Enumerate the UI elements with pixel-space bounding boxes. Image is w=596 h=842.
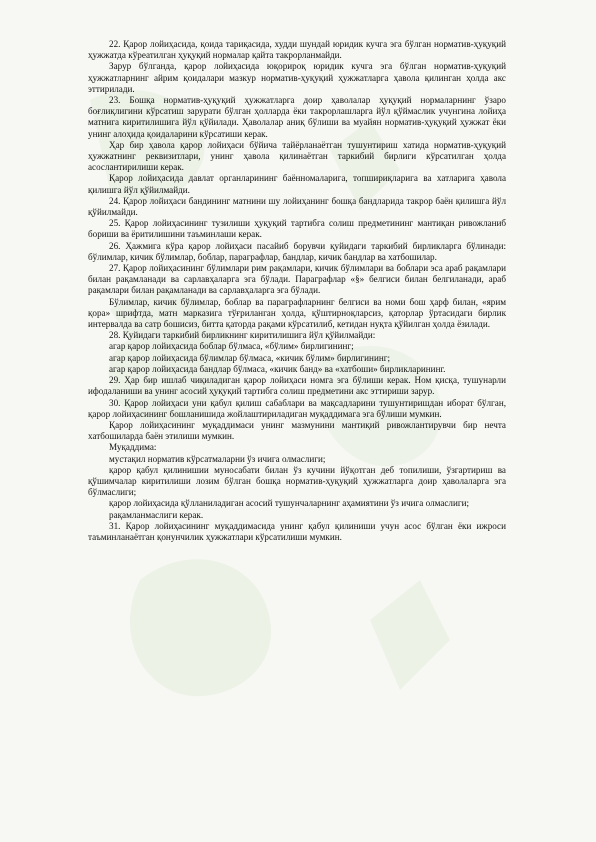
list-item: рақамланмаслиги керак. [109,509,204,520]
paragraph-29: 29. Ҳар бир ишлаб чиқиладиган қарор лойиҳаси номга эга бўлиши керак. Ном қисқа, тушунарли ифодаланиши ва унинг асосий ҳуқуқий тартибга солиш предметини акс эттириши зарур. [88,375,506,397]
paragraph: Зарур бўлганда, қарор лойиҳасида юқорироқ юридик кучга эга бўлган норматив-ҳуқуқий ҳужжатларнинг айрим қоидалари мазкур норматив-ҳуқуқий ҳужжатларга ҳавола қилинган ҳолда акс эттирилади. [88,61,506,94]
paragraph: Қарор лойиҳасида давлат органларининг баённомаларига, топшириқларига ва хатларига ҳавола қилишга йўл қўйилмайди. [88,173,506,195]
paragraph-28: 28. Қуйидаги таркибий бирликнинг киритилишига йўл қўйилмайди: [109,330,376,341]
list-item: агар қарор лойиҳасида бўлимлар бўлмаса, «кичик бўлим» бирлигининг; [109,352,390,363]
paragraph-22: 22. Қарор лойиҳасида, қоида тариқасида, худди шундай юридик кучга эга бўлган норматив-ҳуқуқий ҳужжатда кўреатилган ҳуқуқий нормалар қайта такрорланмайди. [88,39,506,61]
paragraph: Ҳар бир ҳавола қарор лойиҳаси бўйича тайёрланаётган тушунтириш хатида норматив-ҳуқуқий ҳужжатнинг реквизитлари, унинг ҳавола қилинаётган таркибий бирлиги кўрсатилган ҳолда асослантирилиши керак. [88,139,506,173]
list-item: агар қарор лойиҳасида боблар бўлмаса, «бўлим» бирлигининг; [109,341,354,352]
paragraph-31: 31. Қарор лойиҳасининг муқаддимасида унинг қабул қилиниши учун асос бўлган ёки ижроси таъминланаётган қонунчилик ҳужжатлари кўрсатилиши мумкин. [88,520,506,542]
list-item: агар қарор лойиҳасида бандлар бўлмаса, «кичик банд» ва «хатбоши» бирликларининг. [109,363,446,374]
paragraph-30: 30. Қарор лойиҳаси уни қабул қилиш сабаблари ва мақсадларини тушунтиришдан иборат бўлган, қарор лойиҳасининг бошланишида жойлаштириладиган муқаддимага эга бўлиши мумкин. [88,397,506,419]
paragraph: Қарор лойиҳасининг муқаддимаси унинг мазмунини мантиқий ривожлантирувчи бир нечта хатбошиларда баён этилиши мумкин. [88,419,506,442]
paragraph-27: 27. Қарор лойиҳасининг бўлимлари рим рақамлари, кичик бўлимлари ва боблари эса араб рақамлари билан рақамланади ва сарлавҳаларга эга бўлади. Параграфлар «§» белгиси билан белгиланади, араб рақамлари билан рақамланади ва сарлавҳаларга эга бўлади. [88,263,506,296]
paragraph-26: 26. Ҳажмига кўра қарор лойиҳаси пасайиб борувчи қуйидаги таркибий бирликларга бўлинади: бўлимлар, кичик бўлимлар, боблар, параграфлар, бандлар, кичик бандлар ва хатбошилар. [88,240,506,262]
document-body [88,39,506,543]
paragraph-23: 23. Бошқа норматив-ҳуқуқий ҳужжатларга доир ҳаволалар ҳуқуқий нормаларнинг ўзаро боғлиқлигини кўрсатиш зарурати бўлган ҳолларда ёки такрорлашларга йўл қўймаслик учунгина лойиҳа матнига киритилишига йўл қўйилади. Ҳаволалар аниқ бўлиши ва муайян норматив-ҳуқуқий ҳужжат ёки унинг алоҳида қоидаларини кўрсатиши керак. [88,95,506,139]
paragraph-25: 25. Қарор лойиҳасининг тузилиши ҳуқуқий тартибга солиш предметининг мантиқан ривожланиб бориши ва ёритилишини таъминлаши керак. [88,218,506,240]
list-item: мустақил норматив кўрсатмаларни ўз ичига олмаслиги; [109,453,326,464]
list-item: қарор қабул қилинишии муносабати билан ўз кучини йўқотган деб топилиши, ўзгартириш ва қўшимчалар киритилиши лозим бўлган бошқа норматив-ҳуқуқий ҳужжатларга доир ҳаволаларга эга бўлмаслиги; [88,464,506,498]
paragraph-24: 24. Қарор лойиҳаси бандининг матнини шу лойиҳанинг бошқа бандларида такрор баён қилишга йўл қўйилмайди. [88,195,506,218]
paragraph: Бўлимлар, кичик бўлимлар, боблар ва параграфларнинг белгиси ва номи бош ҳарф билан, «ярим қора» шрифтда, матн марказига тўғриланган ҳолда, қўштирноқларсиз, қаторлар ўртасидаги бирлик интервалда ва сатр бошисиз, битта қаторда рақами кўрсатилиб, кетидан нуқта қўйилган ҳолда ёзилади. [88,296,506,330]
paragraph: Муқаддима: [109,442,157,453]
list-item: қарор лойиҳасида қўлланиладиган асосий тушунчаларнинг аҳамиятини ўз ичига олмаслиги; [109,498,470,509]
